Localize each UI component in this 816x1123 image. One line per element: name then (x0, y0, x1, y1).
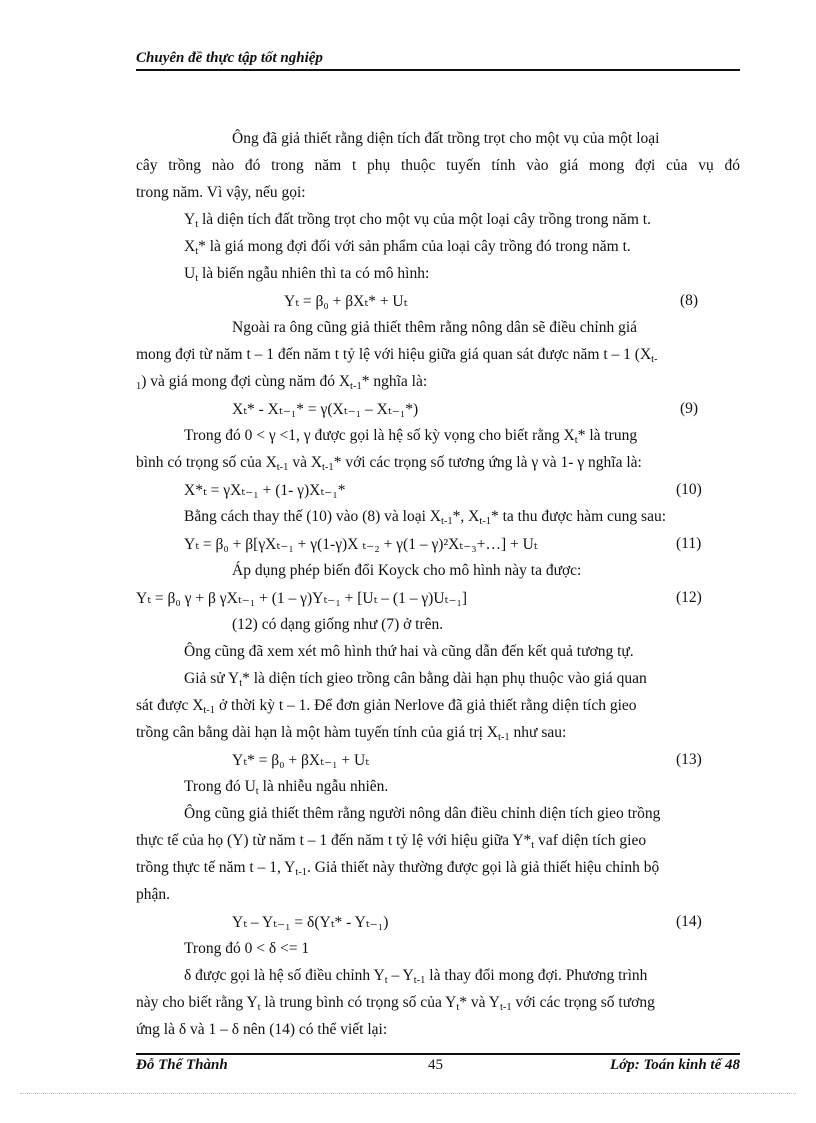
equation-number: (8) (680, 292, 699, 309)
text-line: $Y_t$ là diện tích đất trồng trọt cho một vụ của một loại cây trồng trong năm t. (184, 211, 651, 230)
footer-rule (136, 1053, 740, 1055)
equation-13: Yₜ* = β₀ + βXₜ₋₁ + Uₜ (232, 752, 370, 769)
text-line: bình có trọng số của $X_{t-1}$ và $X_{t-1}*$ với các trọng số tương ứng là γ và 1- γ nghĩa là: (136, 454, 642, 473)
footer-class: Lớp: Toán kinh tế 48 (609, 1057, 740, 1073)
text-line: $X_t*$ là giá mong đợi đối với sản phẩm của loại cây trồng đó trong năm t. (184, 238, 631, 257)
text-line: sát được $X_{t-1}$ ở thời kỳ t – 1. Để đơn giản Nerlove đã giả thiết rằng diện tích gieo (136, 697, 637, 716)
equation-12: Yₜ = β₀ γ + β γXₜ₋₁ + (1 – γ)Yₜ₋₁ + [Uₜ – (1 – γ)Uₜ₋₁] (136, 590, 468, 607)
equation-11: Yₜ = β₀ + β[γXₜ₋₁ + γ(1-γ)X ₜ₋₂ + γ(1 – γ)²Xₜ₋₃+…] + Uₜ (184, 536, 538, 553)
equation-number: (11) (676, 535, 702, 552)
text-line: Áp dụng phép biến đổi Koyck cho mô hình này ta được: (232, 562, 582, 579)
equation-number: (9) (680, 400, 699, 417)
text-line: trồng thực tế năm t – 1, $Y_{t-1}$. Giả thiết này thường được gọi là giả thiết hiệu chỉnh bộ (136, 859, 660, 878)
text-line: trong năm. Vì vậy, nếu gọi: (136, 184, 306, 201)
header-rule (136, 69, 740, 71)
text-line: Giả sử $Y_t*$ là diện tích gieo trồng cân bằng dài hạn phụ thuộc vào giá quan (184, 670, 647, 689)
text-line: ứng là δ và 1 – δ nên (14) có thể viết lại: (136, 1021, 388, 1038)
equation-number: (10) (676, 481, 702, 498)
equation-9: Xₜ* - Xₜ₋₁* = γ(Xₜ₋₁ – Xₜ₋₁*) (232, 401, 419, 418)
text-line: thực tế của họ (Y) từ năm t – 1 đến năm t tỷ lệ với hiệu giữa $Y*_t$ vaf diện tích gieo (136, 832, 647, 851)
text-line: Ông cũng giả thiết thêm rằng người nông dân điều chỉnh diện tích gieo trồng (184, 805, 661, 822)
text-line: $_1$) và giá mong đợi cùng năm đó $X_{t-1}*$ nghĩa là: (136, 373, 428, 392)
text-line: này cho biết rằng $Y_t$ là trung bình có trọng số của $Y_t*$ và $Y_{t-1}$ với các trọng số tương (136, 994, 655, 1013)
text-line: Ông cũng đã xem xét mô hình thứ hai và cũng dẫn đến kết quả tương tự. (184, 643, 634, 660)
footer-author: Đỗ Thế Thành (136, 1057, 228, 1073)
text-line: cây trồng nào đó trong năm t phụ thuộc tuyến tính vào giá mong đợi của vụ đó (136, 157, 740, 174)
page-number: 45 (428, 1057, 443, 1073)
text-line: Trong đó 0 < γ <1, γ được gọi là hệ số kỳ vọng cho biết rằng $X_t*$ là trung (184, 427, 638, 446)
text-line: Bằng cách thay thế (10) vào (8) và loại $X_{t-1}*$, $X_{t-1}*$ ta thu được hàm cung sau: (184, 508, 667, 527)
page-header-title: Chuyên đề thực tập tốt nghiệp (136, 50, 323, 66)
text-line: $U_t$ là biến ngẫu nhiên thì ta có mô hình: (184, 265, 430, 284)
equation-number: (12) (676, 589, 702, 606)
text-line: mong đợi từ năm t – 1 đến năm t tỷ lệ với hiệu giữa giá quan sát được năm t – 1 ($X_{t-}$ (136, 346, 658, 365)
text-line: δ được gọi là hệ số điều chỉnh $Y_t - Y_{t-1}$ là thay đổi mong đợi. Phương trình (184, 967, 648, 986)
text-line: Ông đã giả thiết rằng diện tích đất trồng trọt cho một vụ của một loại (232, 130, 660, 147)
equation-8: Yₜ = β₀ + βXₜ* + Uₜ (284, 293, 408, 310)
text-line: Ngoài ra ông cũng giả thiết thêm rằng nông dân sẽ điều chỉnh giá (232, 319, 638, 336)
equation-number: (13) (676, 751, 702, 768)
bottom-dotted-border (20, 1093, 796, 1094)
equation-14: Yₜ – Yₜ₋₁ = δ(Yₜ* - Yₜ₋₁) (232, 914, 389, 931)
equation-10: X*ₜ = γXₜ₋₁ + (1- γ)Xₜ₋₁* (184, 482, 346, 499)
text-line: Trong đó 0 < δ <= 1 (184, 940, 310, 957)
text-line: phận. (136, 886, 171, 903)
equation-number: (14) (676, 913, 702, 930)
text-line: trồng cân bằng dài hạn là một hàm tuyến tính của giá trị $X_{t-1}$ như sau: (136, 724, 567, 743)
text-line: (12) có dạng giống như (7) ở trên. (232, 616, 444, 633)
text-line: Trong đó $U_t$ là nhiễu ngẫu nhiên. (184, 778, 389, 797)
